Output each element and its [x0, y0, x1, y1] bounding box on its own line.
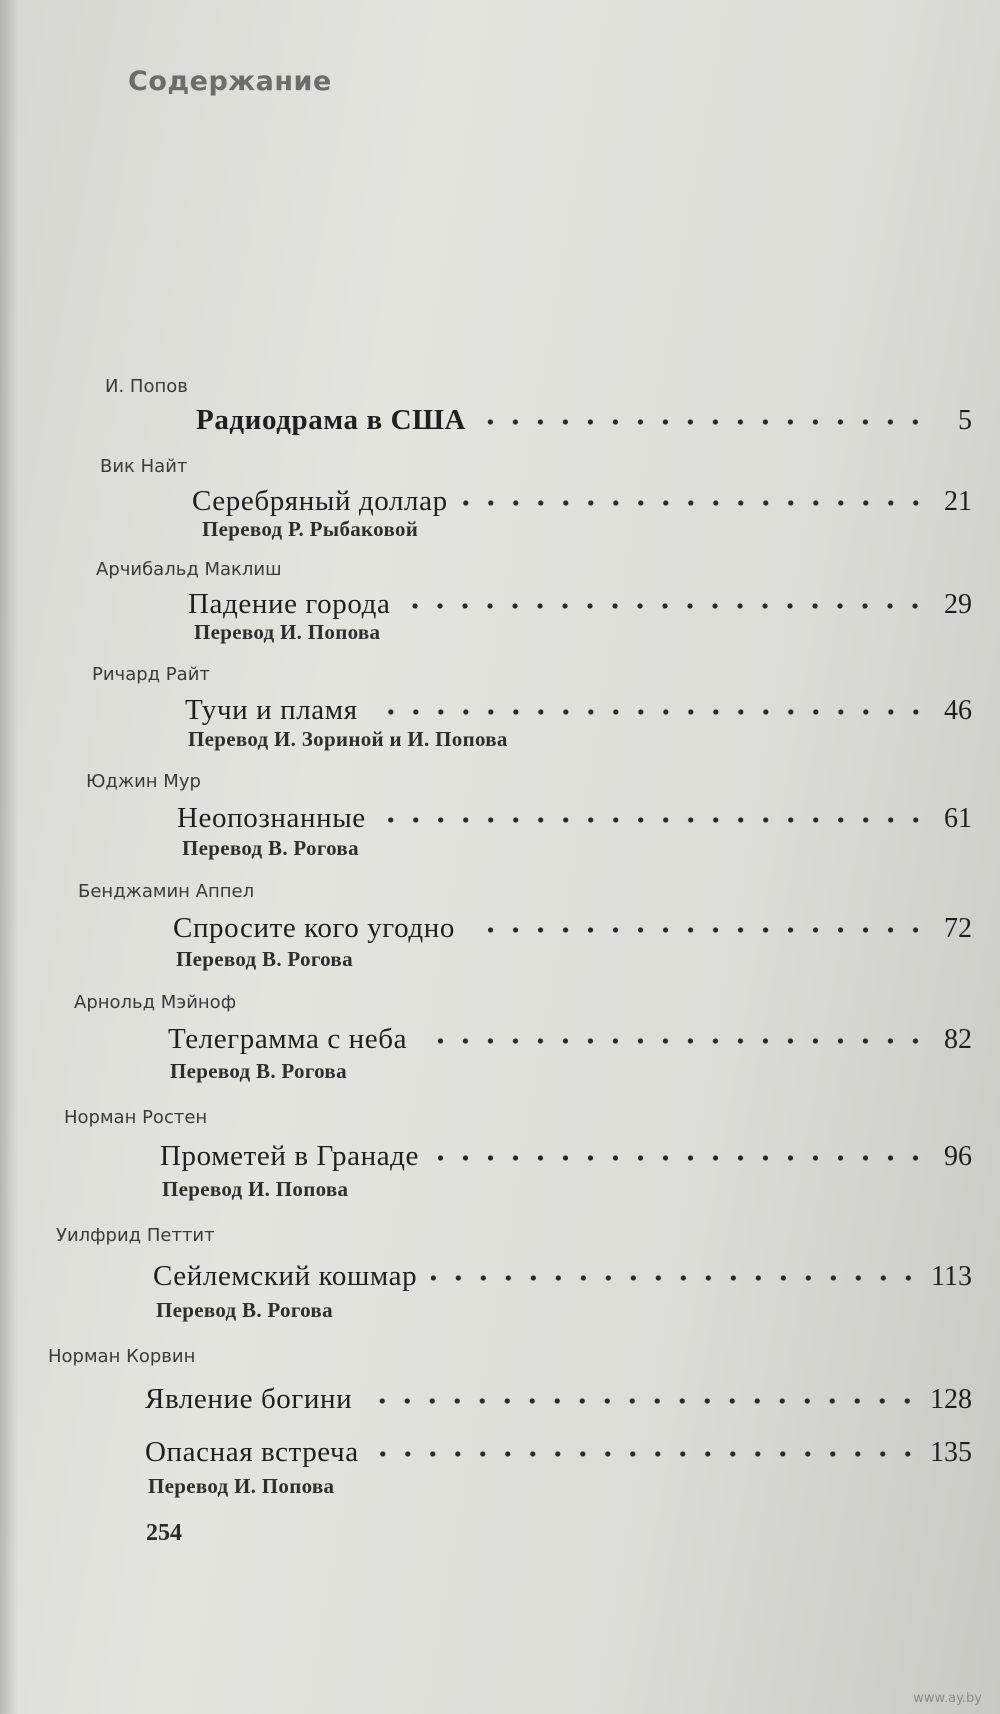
entry-title: Опасная встреча: [145, 1436, 359, 1468]
entry-translator: Перевод В. Рогова: [170, 1059, 347, 1083]
dot-leader: [469, 918, 928, 942]
entry-page-number: 5: [958, 405, 972, 436]
toc-entry-row[interactable]: [177, 802, 972, 838]
dot-leader: [431, 1266, 921, 1290]
entry-page-number: 72: [944, 913, 972, 944]
dot-leader: [372, 700, 928, 724]
toc-entry-row[interactable]: [188, 588, 972, 624]
entry-translator: Перевод И. Попова: [162, 1177, 349, 1201]
entry-title: Телеграмма с неба: [168, 1023, 408, 1055]
page-edge-shadow: [0, 0, 18, 1714]
entry-page-number: 82: [944, 1024, 972, 1055]
entry-translator: Перевод В. Рогова: [182, 836, 359, 860]
entry-translator: Перевод В. Рогова: [156, 1298, 333, 1322]
entry-page-number: 61: [944, 803, 972, 834]
entry-author: Арчибальд Маклиш: [96, 559, 282, 580]
entry-page-number: 135: [930, 1437, 972, 1468]
entry-title: Неопознанные: [177, 802, 366, 834]
entry-title: Спросите кого угодно: [173, 912, 455, 944]
contents-heading: Содержание: [128, 66, 332, 97]
toc-entry-row[interactable]: [168, 1023, 972, 1059]
entry-author: Норман Корвин: [48, 1346, 196, 1367]
entry-author: Арнольд Мэйноф: [74, 992, 237, 1013]
entry-author: Уилфрид Петтит: [56, 1225, 215, 1246]
dot-leader: [404, 594, 928, 618]
dot-leader: [433, 1146, 928, 1170]
toc-entry-row[interactable]: [153, 1260, 972, 1296]
entry-author: Юджин Мур: [86, 771, 201, 792]
entry-title: Прометей в Гранаде: [160, 1140, 419, 1172]
entry-title: Тучи и пламя: [185, 694, 358, 726]
dot-leader: [421, 1029, 928, 1053]
toc-entry-row[interactable]: [192, 485, 972, 521]
toc-entry-row[interactable]: [173, 912, 972, 948]
dot-leader: [480, 410, 928, 434]
entry-page-number: 96: [944, 1141, 972, 1172]
toc-entry-row[interactable]: [145, 1436, 972, 1472]
dot-leader: [462, 491, 928, 515]
entry-translator: Перевод Р. Рыбаковой: [202, 517, 419, 541]
entry-translator: Перевод В. Рогова: [176, 947, 353, 971]
folio-page-number: 254: [146, 1520, 182, 1546]
entry-translator: Перевод И. Попова: [194, 620, 381, 644]
entry-author: Вик Найт: [100, 456, 188, 477]
entry-title: Радиодрама в США: [196, 404, 467, 436]
entry-title: Сейлемский кошмар: [153, 1260, 418, 1292]
entry-title: Падение города: [188, 588, 391, 620]
entry-translator: Перевод И. Попова: [148, 1474, 335, 1498]
toc-entry-row[interactable]: [160, 1140, 972, 1176]
dot-leader: [366, 1389, 920, 1413]
toc-entry-row[interactable]: [145, 1383, 972, 1419]
entry-page-number: 29: [944, 589, 972, 620]
watermark: www.ay.by: [913, 1691, 982, 1706]
entry-page-number: 128: [930, 1384, 972, 1415]
entry-author: Норман Ростен: [64, 1107, 208, 1128]
toc-entry-row[interactable]: [196, 404, 972, 440]
entry-title: Серебряный доллар: [192, 485, 448, 517]
entry-author: Бенджамин Аппел: [78, 881, 255, 902]
entry-page-number: 21: [944, 486, 972, 517]
entry-author: И. Попов: [105, 376, 188, 397]
entry-page-number: 113: [931, 1261, 972, 1292]
entry-page-number: 46: [944, 695, 972, 726]
entry-title: Явление богини: [145, 1383, 353, 1415]
entry-author: Ричард Райт: [92, 664, 210, 685]
dot-leader: [380, 808, 928, 832]
entry-translator: Перевод И. Зориной и И. Попова: [188, 727, 508, 751]
toc-entry-row[interactable]: [185, 694, 972, 730]
dot-leader: [373, 1442, 920, 1466]
